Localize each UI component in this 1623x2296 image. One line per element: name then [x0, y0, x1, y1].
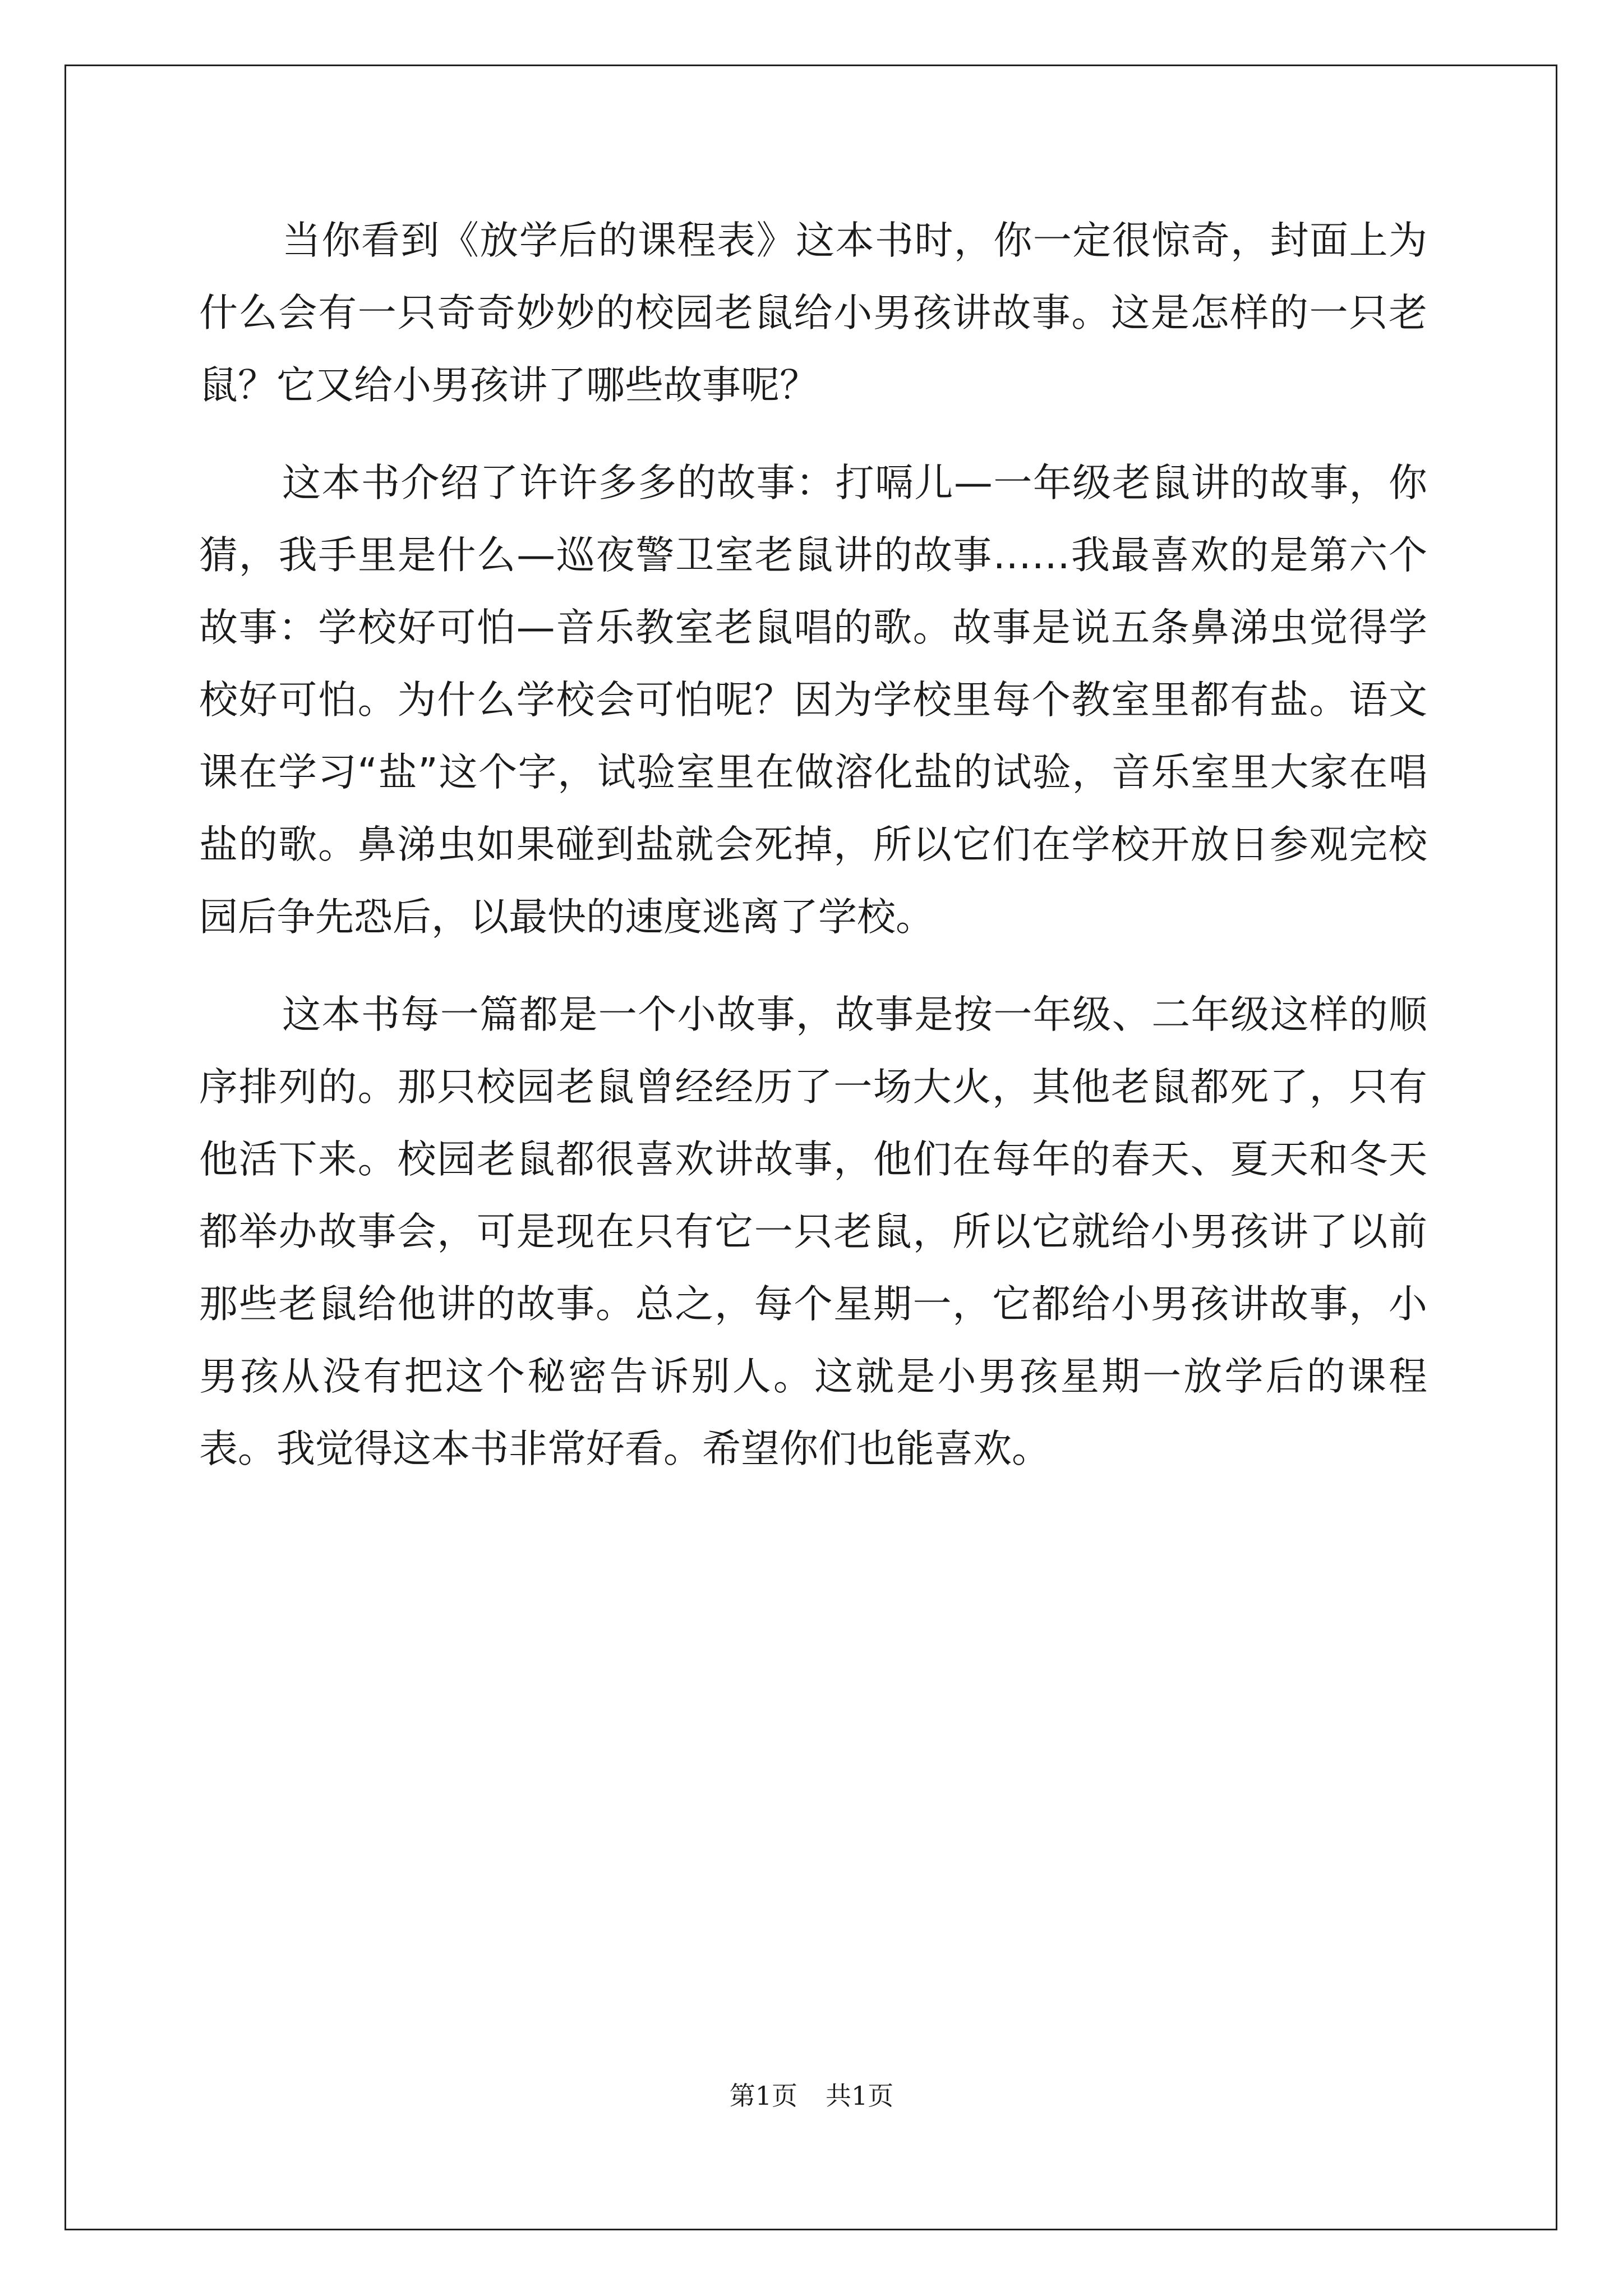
page-footer — [0, 2076, 1623, 2113]
page-number-current: 第1页 — [729, 2081, 797, 2111]
paragraph-1: 当你看到《放学后的课程表》这本书时，你一定很惊奇，封面上为什么会有一只奇奇妙妙的校园老鼠给小男孩讲故事。这是怎样的一只老鼠？它又给小男孩讲了哪些故事呢？ — [199, 218, 1427, 408]
paragraph-3: 这本书每一篇都是一个小故事，故事是按一年级、二年级这样的顺序排列的。那只校园老鼠曾经经历了一场大火，其他老鼠都死了，只有他活下来。校园老鼠都很喜欢讲故事，他们在每年的春天、夏天和冬天都举办故事会，可是现在只有它一只老鼠，所以它就给小男孩讲了以前那些老鼠给他讲的故事。总之，每个星期一，它都给小男孩讲故事，小男孩从没有把这个秘密告诉别人。这就是小男孩星期一放学后的课程表。我觉得这本书非常好看。希望你们也能喜欢。 — [199, 992, 1427, 1471]
paragraph-2: 这本书介绍了许许多多的故事：打嗝儿—一年级老鼠讲的故事，你猜，我手里是什么—巡夜警卫室老鼠讲的故事……我最喜欢的是第六个故事：学校好可怕—音乐教室老鼠唱的歌。故事是说五条鼻涕虫觉得学校好可怕。为什么学校会可怕呢？因为学校里每个教室里都有盐。语文课在学习“盐”这个字，试验室里在做溶化盐的试验，音乐室里大家在唱盐的歌。鼻涕虫如果碰到盐就会死掉，所以它们在学校开放日参观完校园后争先恐后，以最快的速度逃离了学校。 — [199, 461, 1427, 940]
page-number-total: 共1页 — [826, 2081, 894, 2111]
document-body — [199, 205, 1427, 1485]
